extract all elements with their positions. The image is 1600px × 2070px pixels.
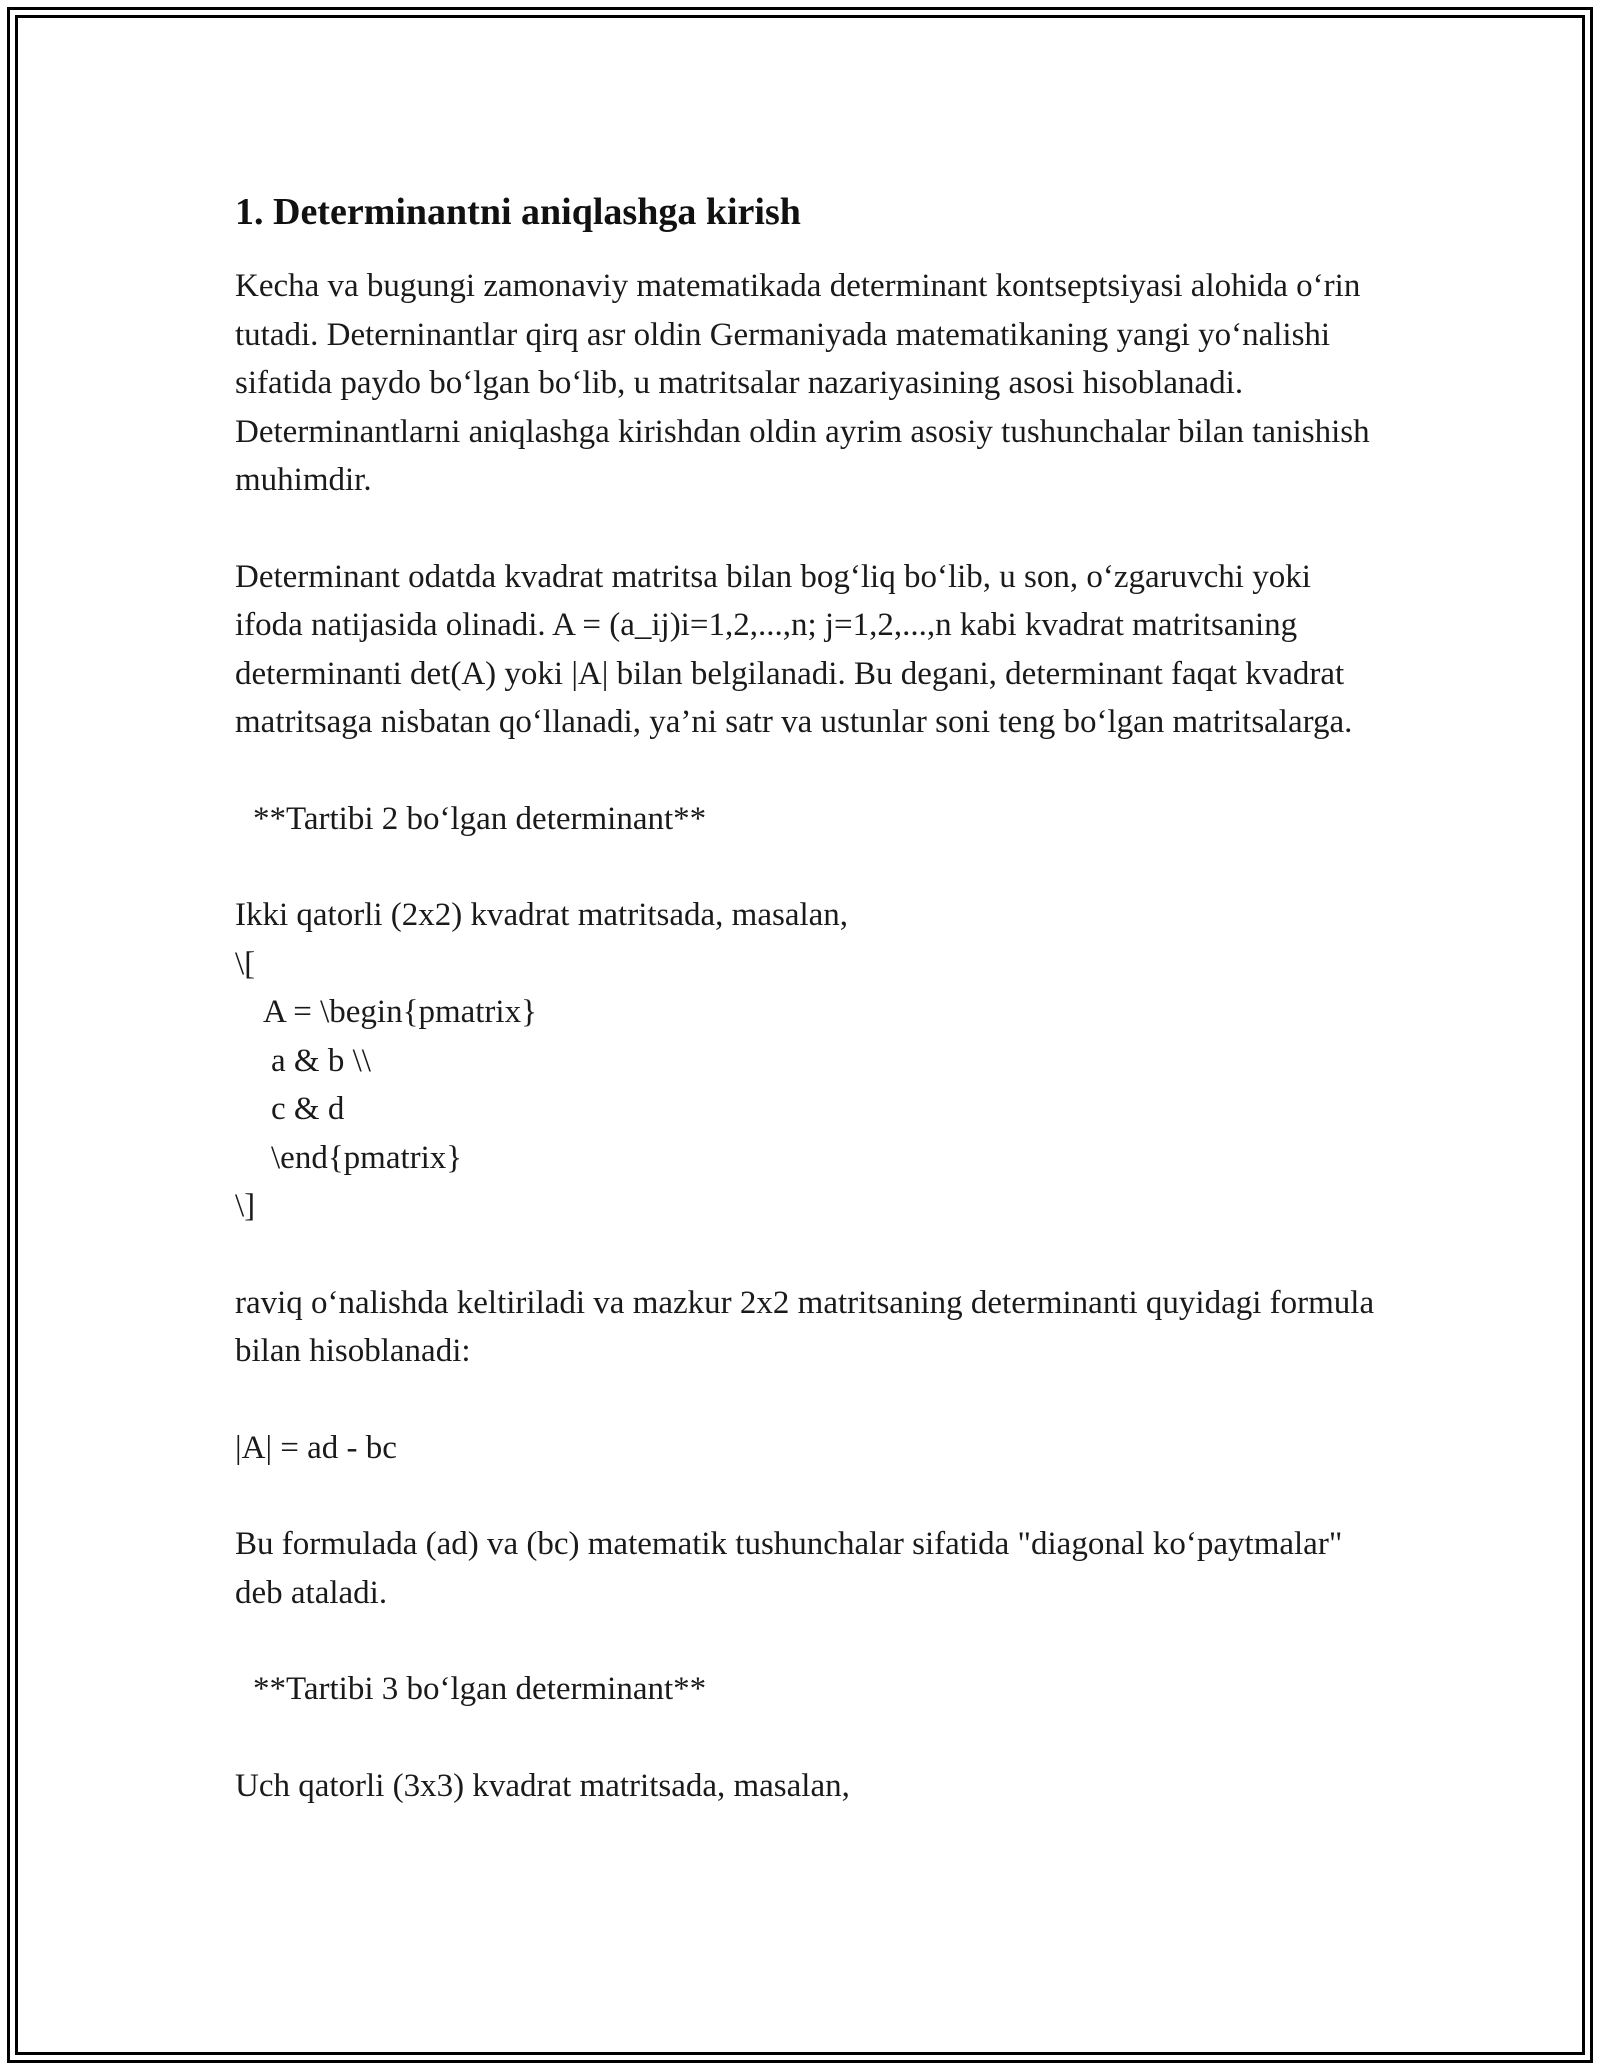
matrix-3x3-intro: Uch qatorli (3x3) kvadrat matritsada, masalan,: [235, 1767, 850, 1804]
intro-paragraph: Kecha va bugungi zamonaviy matematikada determinant kontseptsiyasi alohida o‘rin tutadi. Deterninantlar qirq asr oldin Germaniyada matematikaning yangi yo‘nalishi sifatida paydo bo‘lgan bo‘lib, u matritsalar nazariyasining asosi hisoblanadi. Determinantlarni aniqlashga kirishdan oldin ayrim asosiy tushunchalar bilan tanishish muhimdir.: [235, 268, 1370, 498]
subheading-order-3: **Tartibi 3 bo‘lgan determinant**: [253, 1671, 707, 1707]
latex-line-row1: a & b \\: [271, 1042, 371, 1079]
latex-line-end: \end{pmatrix}: [271, 1139, 463, 1176]
document-body: [235, 184, 1375, 1858]
definition-paragraph: Determinant odatda kvadrat matritsa bilan bog‘liq bo‘lib, u son, o‘zgaruvchi yoki ifoda natijasida olinadi. A = (a_ij)i=1,2,...,n; j=1,2,...,n kabi kvadrat matritsaning determinanti det(A) yoki |A| bilan belgilanadi. Bu degani, determinant faqat kvadrat matritsaga nisbatan qo‘llanadi, ya’ni satr va ustunlar soni teng bo‘lgan matritsalarga.: [235, 558, 1353, 740]
subheading-order-2: **Tartibi 2 bo‘lgan determinant**: [253, 800, 707, 837]
latex-line-close: \]: [235, 1188, 256, 1224]
latex-line-row2: c & d: [271, 1091, 345, 1127]
diagonal-products-paragraph: Bu formulada (ad) va (bc) matematik tushunchalar sifatida "diagonal ko‘paytmalar" deb ataladi.: [235, 1526, 1343, 1611]
matrix-2x2-intro: Ikki qatorli (2x2) kvadrat matritsada, masalan,: [235, 897, 849, 933]
matrix-2x2-block: [235, 891, 1375, 1231]
latex-line-begin: A = \begin{pmatrix}: [263, 994, 537, 1030]
section-heading: 1. Determinantni aniqlashga kirish: [235, 191, 801, 233]
determinant-formula: |A| = ad - bc: [235, 1429, 397, 1466]
latex-line-open: \[: [235, 945, 256, 982]
formula-intro-paragraph: raviq o‘nalishda keltiriladi va mazkur 2x2 matritsaning determinanti quyidagi formula bilan hisoblanadi:: [235, 1284, 1375, 1369]
